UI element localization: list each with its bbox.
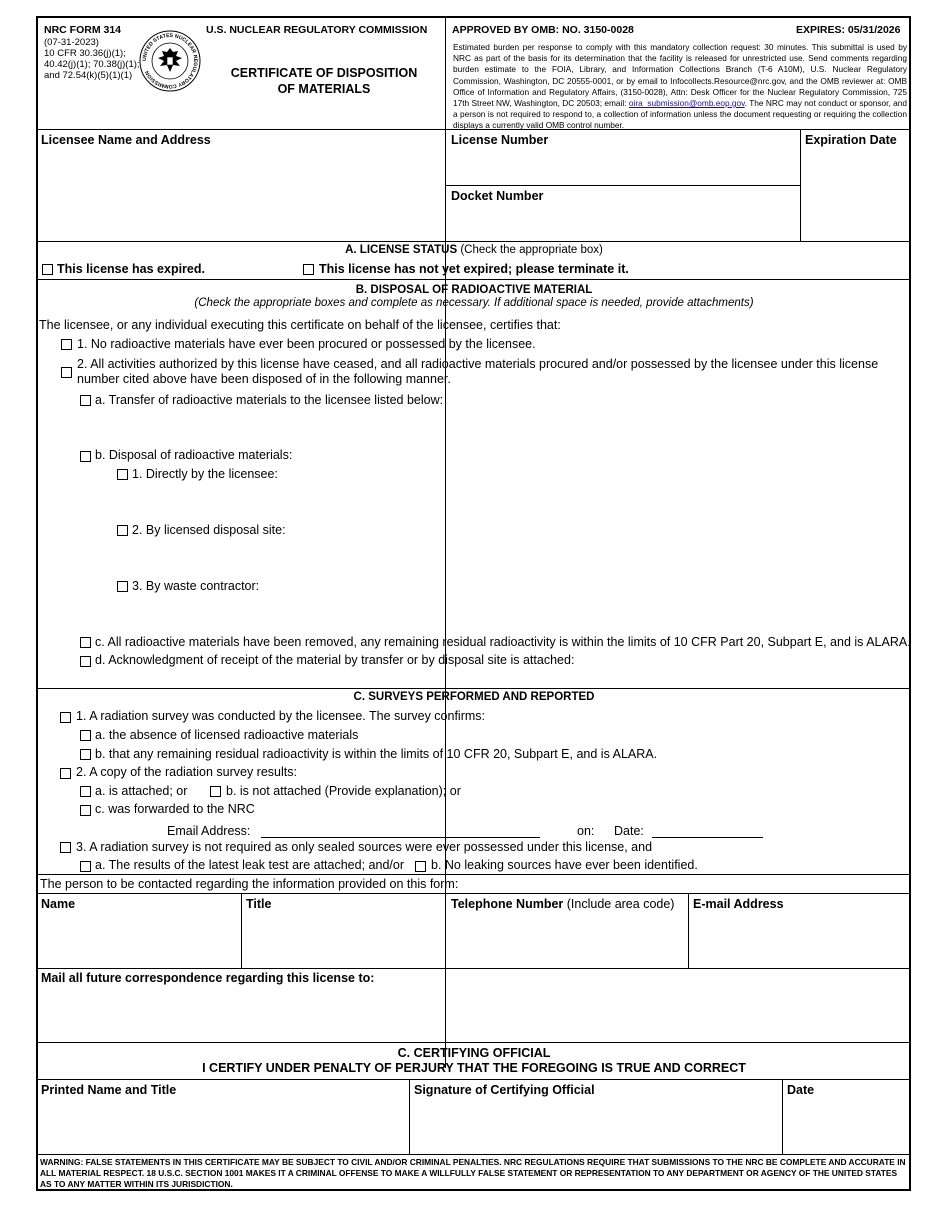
b2a-label: a. Transfer of radioactive materials to the licensee listed below: — [95, 393, 444, 407]
b1-label: 1. No radioactive materials have ever been procured or possessed by the licensee. — [77, 337, 536, 351]
survey-email-label: Email Address: — [167, 824, 251, 838]
b2-label-line2: number cited above have been disposed of in the following manner. — [77, 372, 451, 386]
mail-correspondence-label: Mail all future correspondence regarding this license to: — [41, 971, 375, 985]
divider-licensee — [37, 241, 911, 242]
c1a-label: a. the absence of licensed radioactive materials — [95, 728, 359, 742]
c2c-checkbox[interactable] — [80, 805, 91, 816]
burden-statement: Estimated burden per response to comply with this mandatory collection request: 30 minutes. This submittal is used by NRC as part of the basis for its determination that the facility is released for unrestricted use. Send comments regarding burden estimate to the FOIA, Library, and Information Collections Branch (T-6 A10M), U.S. Nuclear Regulatory Commission, Washington, DC 20555-0001, or by email to Infocollects.Resource@nrc.gov, and the OMB reviewer at: OMB Office of Information and Regulatory Affairs, (3150-0028), Attn: Desk Officer for the Nuclear Regulatory Commission, 725 17th Street NW, Washington, DC 20503; email: oira_submission@omb.eop.gov. The NRC may not conduct or sponsor, and a person is not required to respond to, a collection of information unless the document requesting or requiring the collection displays a currently valid OMB control number. — [453, 42, 907, 131]
cfr-ref-1: 10 CFR 30.36(j)(1); — [44, 48, 126, 59]
contact-title-field[interactable] — [245, 915, 442, 965]
b2b3-label: 3. By waste contractor: — [132, 579, 260, 593]
printed-name-label: Printed Name and Title — [41, 1083, 177, 1097]
cfr-ref-2: 40.42(j)(1); 70.38(j)(1); — [44, 59, 140, 70]
divider-section-c — [37, 874, 911, 875]
c3-label: 3. A radiation survey is not required as only sealed sources were ever possessed under this license, and — [76, 840, 653, 854]
divider-expiration — [800, 130, 801, 241]
c3b-checkbox[interactable] — [415, 861, 426, 872]
license-expired-label: This license has expired. — [57, 262, 205, 276]
divider-contact-name — [241, 894, 242, 968]
c3a-label: a. The results of the latest leak test are attached; and/or — [95, 858, 404, 872]
c2b-label: b. is not attached (Provide explanation); or — [226, 784, 461, 798]
printed-name-field[interactable] — [40, 1101, 406, 1151]
c2a-label: a. is attached; or — [95, 784, 188, 798]
survey-date-field[interactable] — [652, 837, 763, 838]
c2-checkbox[interactable] — [60, 768, 71, 779]
agency-name: U.S. NUCLEAR REGULATORY COMMISSION — [206, 24, 428, 36]
warning-text: WARNING: FALSE STATEMENTS IN THIS CERTIFICATE MAY BE SUBJECT TO CIVIL AND/OR CRIMINAL PENALTIES. NRC REGULATIONS REQUIRE THAT SUBMISSIONS TO THE NRC BE COMPLETE AND ACCURATE IN ALL MATERIAL RESPECT. 18 U.S.C. SECTION 1001 MAKES IT A CRIMINAL OFFENSE TO MAKE A WILLFULLY FALSE STATEMENT OR REPRESENTATION TO ANY DEPARTMENT OR AGENCY OF THE UNITED STATES AS TO ANY MATTER WITHIN ITS JURISDICTION. — [40, 1157, 906, 1190]
omb-approval: APPROVED BY OMB: NO. 3150-0028 — [452, 24, 634, 36]
license-expired-checkbox[interactable] — [42, 264, 53, 275]
b2c-checkbox[interactable] — [80, 637, 91, 648]
b2b1-label: 1. Directly by the licensee: — [132, 467, 278, 481]
divider-contact-intro — [37, 893, 911, 894]
b2b-label: b. Disposal of radioactive materials: — [95, 448, 293, 462]
expires-date: EXPIRES: 05/31/2026 — [796, 24, 901, 36]
divider-contact — [37, 968, 911, 969]
form-date: (07-31-2023) — [44, 37, 99, 48]
divider-header — [37, 129, 911, 130]
licensee-name-address-field[interactable] — [40, 152, 442, 238]
divider-printed-name — [409, 1080, 410, 1154]
survey-on-label: on: — [577, 824, 595, 838]
b2a-checkbox[interactable] — [80, 395, 91, 406]
survey-date-label: Date: — [614, 824, 644, 838]
signature-label: Signature of Certifying Official — [414, 1083, 595, 1097]
contact-email-field[interactable] — [692, 915, 908, 965]
license-number-label: License Number — [451, 133, 549, 147]
b2b-checkbox[interactable] — [80, 451, 91, 462]
c3-checkbox[interactable] — [60, 842, 71, 853]
contact-intro: The person to be contacted regarding the information provided on this form: — [40, 877, 459, 891]
form-number: NRC FORM 314 — [44, 24, 122, 36]
b2-label-line1: 2. All activities authorized by this license have ceased, and all radioactive materials procured and/or possessed by the licensee under this license — [77, 357, 879, 371]
header-divider — [445, 17, 446, 1068]
oira-email-link[interactable]: oira_submission@omb.eop.gov — [628, 98, 745, 109]
c1-label: 1. A radiation survey was conducted by the licensee. The survey confirms: — [76, 709, 486, 723]
mail-correspondence-field[interactable] — [40, 989, 908, 1039]
cfr-ref-3: and 72.54(k)(5)(1)(1) — [44, 70, 133, 81]
divider-section-a — [37, 279, 911, 280]
certifying-statement: I CERTIFY UNDER PENALTY OF PERJURY THAT THE FOREGOING IS TRUE AND CORRECT — [202, 1061, 746, 1075]
b2d-label: d. Acknowledgment of receipt of the material by transfer or by disposal site is attached: — [95, 653, 575, 667]
license-terminate-checkbox[interactable] — [303, 264, 314, 275]
c2b-checkbox[interactable] — [210, 786, 221, 797]
certify-date-field[interactable] — [786, 1101, 908, 1151]
expiration-date-label: Expiration Date — [805, 133, 897, 147]
section-b-intro: The licensee, or any individual executing this certificate on behalf of the licensee, certifies that: — [39, 318, 561, 332]
docket-number-field[interactable] — [450, 207, 796, 239]
b2d-checkbox[interactable] — [80, 656, 91, 667]
b2c-label: c. All radioactive materials have been removed, any remaining residual radioactivity is within the limits of 10 CFR Part 20, Subpart E, and is ALARA. — [95, 635, 911, 649]
b2-checkbox[interactable] — [61, 367, 72, 378]
section-a-title: A. LICENSE STATUS (Check the appropriate box) — [345, 244, 603, 256]
contact-name-field[interactable] — [40, 915, 238, 965]
divider-certify — [37, 1154, 911, 1155]
divider-certify-title — [37, 1079, 911, 1080]
signature-field[interactable] — [413, 1101, 779, 1151]
c1b-checkbox[interactable] — [80, 749, 91, 760]
section-b-instruction: (Check the appropriate boxes and complete as necessary. If additional space is needed, provide attachments) — [194, 297, 754, 309]
divider-contact-phone — [688, 894, 689, 968]
license-terminate-label: This license has not yet expired; please terminate it. — [319, 262, 629, 276]
c1a-checkbox[interactable] — [80, 730, 91, 741]
license-number-field[interactable] — [450, 152, 796, 182]
c2-label: 2. A copy of the radiation survey results: — [76, 765, 297, 779]
b1-checkbox[interactable] — [61, 339, 72, 350]
docket-number-label: Docket Number — [451, 189, 544, 203]
section-c-title: C. SURVEYS PERFORMED AND REPORTED — [353, 691, 595, 703]
c2a-checkbox[interactable] — [80, 786, 91, 797]
contact-phone-field[interactable] — [450, 915, 685, 965]
c2c-label: c. was forwarded to the NRC — [95, 802, 255, 816]
nrc-seal — [139, 30, 201, 92]
contact-email-label: E-mail Address — [693, 897, 784, 911]
b2b1-checkbox[interactable] — [117, 469, 128, 480]
certify-date-label: Date — [787, 1083, 815, 1097]
seal-text: UNITED STATES NUCLEAR REGULATORY COMMISSION — [141, 32, 199, 90]
divider-signature — [782, 1080, 783, 1154]
c1b-label: b. that any remaining residual radioactivity is within the limits of 10 CFR 20, Subpart E, and is ALARA. — [95, 747, 658, 761]
b2b2-label: 2. By licensed disposal site: — [132, 523, 286, 537]
licensee-name-address-label: Licensee Name and Address — [41, 133, 211, 147]
c1-checkbox[interactable] — [60, 712, 71, 723]
divider-section-b — [37, 688, 911, 689]
contact-name-label: Name — [41, 897, 76, 911]
section-b-title: B. DISPOSAL OF RADIOACTIVE MATERIAL — [355, 284, 593, 296]
b2b3-checkbox[interactable] — [117, 581, 128, 592]
form-title-line2: OF MATERIALS — [277, 82, 371, 96]
divider-mail — [37, 1042, 911, 1043]
contact-phone-label: Telephone Number (Include area code) — [451, 897, 675, 911]
divider-docket — [446, 185, 800, 186]
expiration-date-field[interactable] — [804, 152, 908, 238]
c3b-label: b. No leaking sources have ever been identified. — [431, 858, 698, 872]
survey-email-field[interactable] — [261, 837, 540, 838]
c3a-checkbox[interactable] — [80, 861, 91, 872]
contact-title-label: Title — [246, 897, 272, 911]
certifying-title: C. CERTIFYING OFFICIAL — [397, 1046, 551, 1060]
b2b2-checkbox[interactable] — [117, 525, 128, 536]
form-title-line1: CERTIFICATE OF DISPOSITION — [230, 66, 418, 80]
